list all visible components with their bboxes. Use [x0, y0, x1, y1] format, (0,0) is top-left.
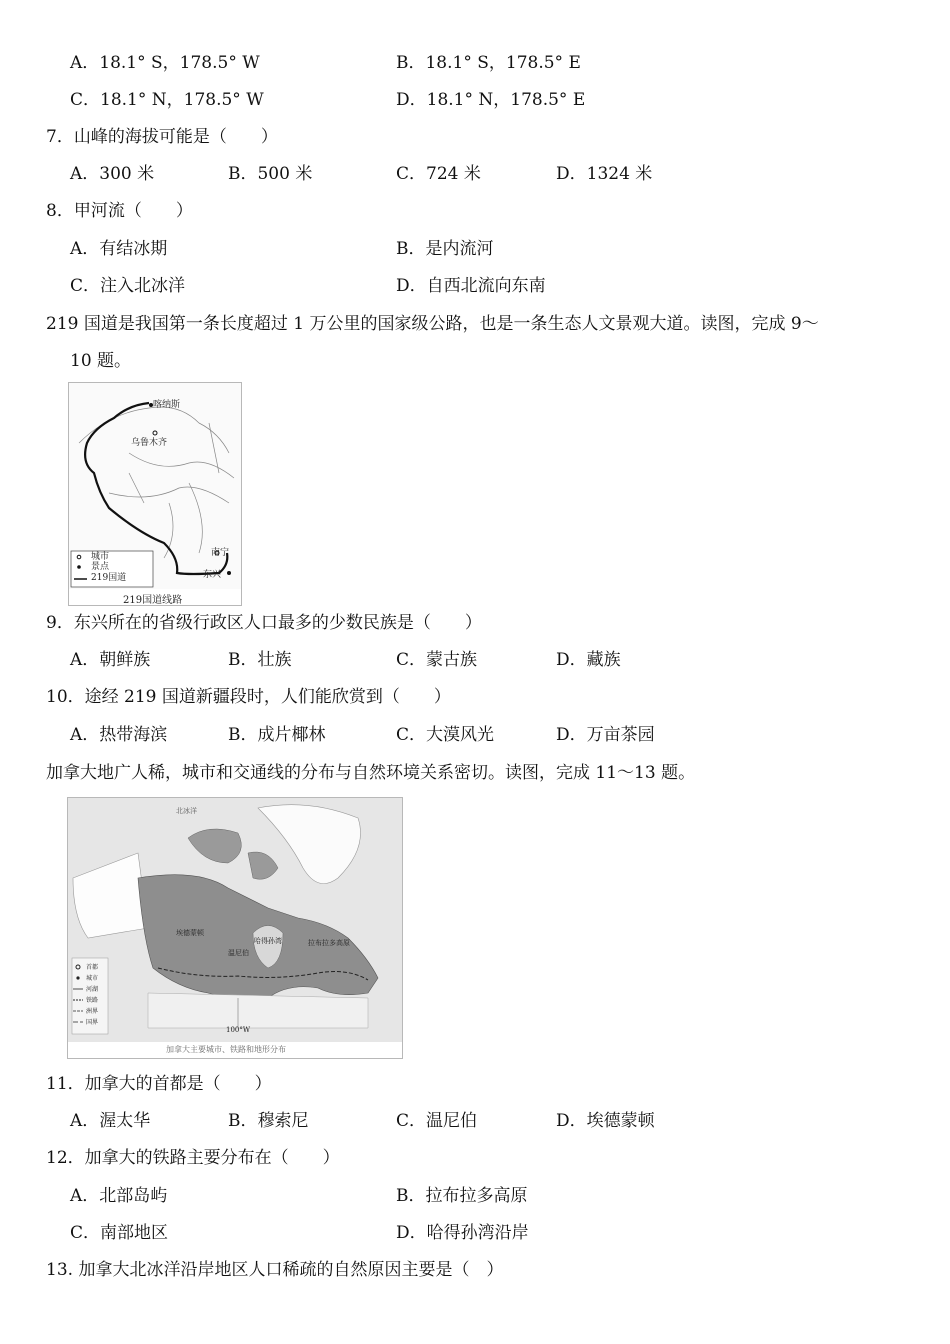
q7-option-a: A．300 米: [70, 164, 155, 184]
q8-option-c: C．注入北冰洋: [70, 276, 186, 296]
map-canada-label-hudson: 哈得孙湾: [254, 937, 282, 945]
map-canada-label-edmonton: 埃德蒙顿: [176, 929, 204, 937]
map-219-label-urumqi: 乌鲁木齐: [131, 438, 168, 448]
q6-option-b: B．18.1° S，178.5° E: [396, 53, 581, 73]
map-canada-legend-city: 城市: [86, 975, 99, 982]
q8-stem: 8．甲河流（ ）: [46, 201, 193, 221]
q9-option-a: A．朝鲜族: [70, 650, 151, 670]
q7-stem: 7．山峰的海拔可能是（ ）: [46, 127, 278, 147]
q9-stem: 9．东兴所在的省级行政区人口最多的少数民族是（ ）: [46, 613, 482, 633]
q13-stem: 13. 加拿大北冰洋沿岸地区人口稀疏的自然原因主要是（ ）: [46, 1260, 504, 1280]
q10-option-d: D．万亩茶园: [556, 725, 655, 745]
q12-stem: 12．加拿大的铁路主要分布在（ ）: [46, 1148, 340, 1168]
q10-option-a: A．热带海滨: [70, 725, 168, 745]
intro-219-line1: 219 国道是我国第一条长度超过 1 万公里的国家级公路，也是一条生态人文景观大道。读图，完成 9～: [46, 314, 819, 334]
intro-219-line2: 10 题。: [70, 351, 132, 371]
map-canada-label-winnipeg: 温尼伯: [228, 949, 249, 957]
map-canada-label-meridian: 100°W: [226, 1026, 251, 1034]
q11-option-c: C．温尼伯: [396, 1111, 478, 1131]
map-canada-legend-boundary2: 国界: [86, 1019, 99, 1026]
q8-option-d: D．自西北流向东南: [396, 276, 546, 296]
map-canada-label-labrador: 拉布拉多高原: [308, 939, 350, 947]
map-219-legend-scenic: 景点: [91, 562, 110, 572]
map-canada-drawing: [68, 798, 402, 1058]
q9-option-c: C．蒙古族: [396, 650, 478, 670]
map-219-legend-road: 219国道: [91, 573, 127, 583]
q10-option-b: B．成片椰林: [228, 725, 326, 745]
map-canada-caption: 加拿大主要城市、铁路和地形分布: [166, 1045, 286, 1054]
map-219-label-nanning: 南宁: [211, 548, 230, 558]
q11-option-a: A．渥太华: [70, 1111, 151, 1131]
q11-option-d: D．埃德蒙顿: [556, 1111, 655, 1131]
q12-option-b: B．拉布拉多高原: [396, 1186, 528, 1206]
q6-option-d: D．18.1° N，178.5° E: [396, 90, 586, 110]
q7-option-c: C．724 米: [396, 164, 481, 184]
q11-option-b: B．穆索尼: [228, 1111, 309, 1131]
q6-option-c: C．18.1° N，178.5° W: [70, 90, 264, 110]
q10-stem: 10．途经 219 国道新疆段时，人们能欣赏到（ ）: [46, 687, 451, 707]
q9-option-d: D．藏族: [556, 650, 621, 670]
map-219-label-kanas: 喀纳斯: [153, 400, 181, 410]
q12-option-d: D．哈得孙湾沿岸: [396, 1223, 529, 1243]
q12-option-c: C．南部地区: [70, 1223, 169, 1243]
map-canada-legend-boundary1: 洲界: [86, 1008, 99, 1015]
map-219-figure: [68, 382, 242, 606]
q8-option-b: B．是内流河: [396, 239, 494, 259]
q11-stem: 11．加拿大的首都是（ ）: [46, 1074, 272, 1094]
map-canada-figure: [67, 797, 403, 1059]
map-canada-legend-capital: 首都: [86, 964, 99, 971]
q8-option-a: A．有结冰期: [70, 239, 168, 259]
map-219-label-dongxing: 东兴: [203, 570, 222, 580]
q9-option-b: B．壮族: [228, 650, 292, 670]
map-canada-legend-river: 河湖: [86, 986, 99, 993]
map-219-legend-city: 城市: [91, 552, 110, 562]
q7-option-b: B．500 米: [228, 164, 313, 184]
q10-option-c: C．大漠风光: [396, 725, 495, 745]
q6-option-a: A．18.1° S，178.5° W: [70, 53, 260, 73]
map-219-caption: 219国道线路: [123, 595, 183, 606]
q12-option-a: A．北部岛屿: [70, 1186, 168, 1206]
intro-canada-line1: 加拿大地广人稀，城市和交通线的分布与自然环境关系密切。读图，完成 11～13 题。: [46, 763, 696, 783]
map-canada-label-arctic: 北冰洋: [176, 807, 197, 815]
q7-option-d: D．1324 米: [556, 164, 653, 184]
map-canada-legend-railway: 铁路: [86, 997, 99, 1004]
